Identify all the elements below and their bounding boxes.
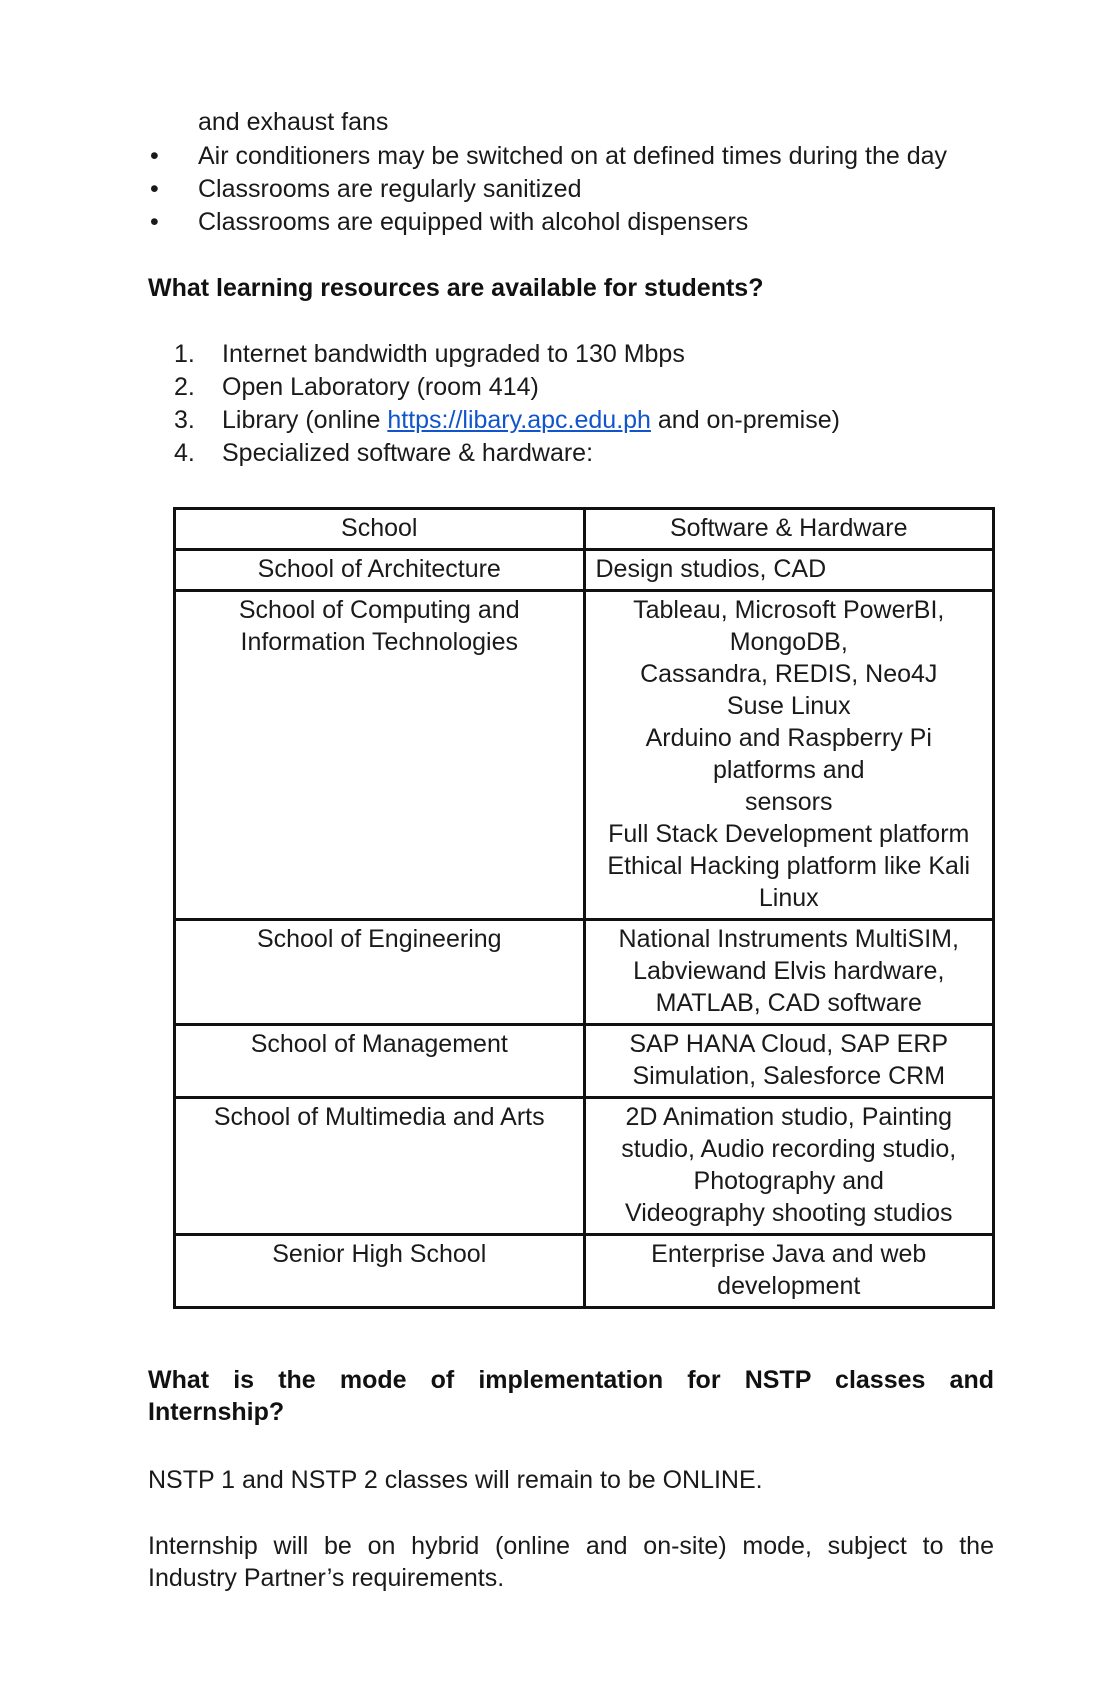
resources-cell xyxy=(584,591,994,920)
bullet-continuation-text: and exhaust fans xyxy=(198,108,389,136)
column-header-school: School xyxy=(175,509,585,550)
resource-line: Cassandra, REDIS, Neo4J xyxy=(640,660,938,688)
school-name-line: Senior High School xyxy=(272,1240,487,1268)
resources-cell xyxy=(584,1098,994,1235)
list-number: 1. xyxy=(174,340,195,368)
list-text-before-link: Library (online xyxy=(222,406,388,434)
school-cell xyxy=(175,550,585,591)
resource-line: development xyxy=(717,1272,861,1300)
school-cell xyxy=(175,1098,585,1235)
resource-line: Labviewand Elvis hardware, xyxy=(633,957,945,985)
learning-resources-list xyxy=(174,338,840,470)
list-item xyxy=(148,206,947,239)
list-item xyxy=(174,437,840,470)
school-name-line: School of Engineering xyxy=(256,925,502,953)
school-name-line: School of Computing and xyxy=(238,596,520,624)
school-cell xyxy=(175,1235,585,1308)
resources-cell xyxy=(584,920,994,1025)
table-row xyxy=(175,1098,994,1235)
resource-line: Design studios, CAD xyxy=(595,555,827,583)
school-cell xyxy=(175,920,585,1025)
resource-line: Arduino and Raspberry Pi xyxy=(645,724,932,752)
resource-line: studio, Audio recording studio, xyxy=(621,1135,957,1163)
list-text-after-link: and on-premise) xyxy=(650,406,840,434)
school-cell xyxy=(175,591,585,920)
school-cell xyxy=(175,1025,585,1098)
list-item xyxy=(174,371,840,404)
column-header-software-hardware: Software & Hardware xyxy=(584,509,994,550)
internship-paragraph xyxy=(148,1530,994,1594)
software-hardware-table xyxy=(173,507,995,1309)
resource-line: Photography and xyxy=(693,1167,884,1195)
list-text: Specialized software & hardware: xyxy=(222,439,594,467)
table-body xyxy=(175,509,994,1308)
list-item xyxy=(174,338,840,371)
resource-line: National Instruments MultiSIM, xyxy=(618,925,959,953)
table-row xyxy=(175,920,994,1025)
resources-cell xyxy=(584,1235,994,1308)
bullet-text: Classrooms are regularly sanitized xyxy=(198,175,582,203)
resource-line: MongoDB, xyxy=(729,628,848,656)
resource-line: platforms and xyxy=(713,756,865,784)
heading-line: What is the mode of implementation for NSTP classes and xyxy=(148,1366,994,1394)
list-item xyxy=(148,173,947,206)
section-heading-nstp-internship xyxy=(148,1364,994,1428)
resource-line: Linux xyxy=(758,884,819,912)
resource-line: Enterprise Java and web xyxy=(651,1240,927,1268)
list-item xyxy=(148,140,947,173)
heading-line: Internship? xyxy=(148,1398,285,1426)
resource-line: 2D Animation studio, Painting xyxy=(625,1103,953,1131)
nstp-paragraph: NSTP 1 and NSTP 2 classes will remain to be ONLINE. xyxy=(148,1466,763,1494)
school-name-line: School of Architecture xyxy=(257,555,501,583)
list-number: 3. xyxy=(174,406,195,434)
bullet-text: Air conditioners may be switched on at defined times during the day xyxy=(198,142,948,170)
school-name-line: Information Technologies xyxy=(240,628,518,656)
resource-line: SAP HANA Cloud, SAP ERP xyxy=(629,1030,949,1058)
school-name-line: School of Management xyxy=(250,1030,508,1058)
list-item xyxy=(174,404,840,437)
list-number: 4. xyxy=(174,439,195,467)
resource-line: Videography shooting studios xyxy=(624,1199,953,1227)
resource-line: sensors xyxy=(744,788,833,816)
table-row xyxy=(175,591,994,920)
list-number: 2. xyxy=(174,373,195,401)
school-name-line: School of Multimedia and Arts xyxy=(213,1103,545,1131)
resource-line: Tableau, Microsoft PowerBI, xyxy=(633,596,945,624)
facility-bullet-list xyxy=(148,140,947,239)
bullet-glyph: • xyxy=(150,175,159,203)
bullet-text: Classrooms are equipped with alcohol dispensers xyxy=(198,208,749,236)
table-header-row xyxy=(175,509,994,550)
resources-cell xyxy=(584,1025,994,1098)
bullet-glyph: • xyxy=(150,208,159,236)
resource-line: Suse Linux xyxy=(726,692,851,720)
list-text: Open Laboratory (room 414) xyxy=(222,373,539,401)
resource-line: Simulation, Salesforce CRM xyxy=(632,1062,946,1090)
paragraph-line: Industry Partner’s requirements. xyxy=(148,1564,505,1592)
table-row xyxy=(175,1235,994,1308)
list-text: Internet bandwidth upgraded to 130 Mbps xyxy=(222,340,685,368)
library-link[interactable]: https://libary.apc.edu.ph xyxy=(387,406,651,434)
resources-cell xyxy=(584,550,994,591)
bullet-glyph: • xyxy=(150,142,159,170)
section-heading-learning-resources: What learning resources are available for students? xyxy=(148,274,764,302)
resource-line: Full Stack Development platform xyxy=(608,820,970,848)
resource-line: Ethical Hacking platform like Kali xyxy=(607,852,971,880)
paragraph-line: Internship will be on hybrid (online and on-site) mode, subject to the xyxy=(148,1532,994,1560)
table-row xyxy=(175,1025,994,1098)
resource-line: MATLAB, CAD software xyxy=(655,989,922,1017)
table-row xyxy=(175,550,994,591)
